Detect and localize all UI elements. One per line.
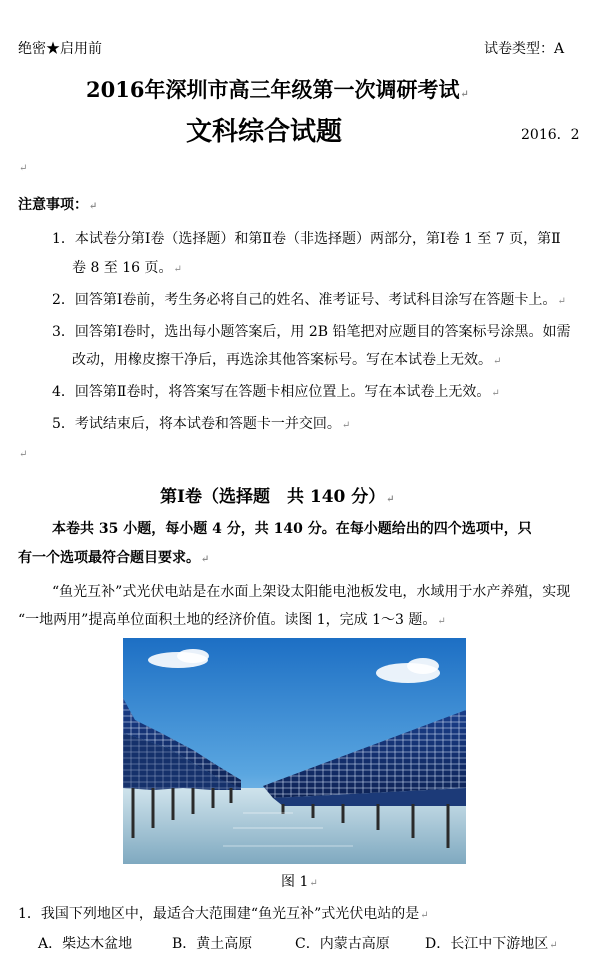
exam-date: 2016．2 <box>521 127 580 143</box>
passage-line2: “一地两用”提高单位面积土地的经济价值。读图 1，完成 1～3 题。↵ <box>18 612 446 628</box>
solar-farm-photo <box>123 638 466 864</box>
notice-item-5: 5．考试结束后，将本试卷和答题卡一并交回。↵ <box>52 416 351 432</box>
confidential-label: 绝密★启用前 <box>18 41 102 57</box>
question-1-option-b: B．黄土高原 <box>172 936 253 952</box>
question-1-option-c: C．内蒙古高原 <box>295 936 390 952</box>
exam-title: 2016年深圳市高三年级第一次调研考试↵ <box>86 77 469 102</box>
notice-item-3-line1: 3．回答第Ⅰ卷时，选出每小题答案后，用 2B 铅笔把对应题目的答案标号涂黑。如需 <box>52 324 571 340</box>
notice-item-4: 4．回答第Ⅱ卷时，将答案写在答题卡相应位置上。写在本试卷上无效。↵ <box>52 384 500 400</box>
section-instruction-line1: 本卷共 35 小题，每小题 4 分，共 140 分。在每小题给出的四个选项中，只 <box>52 521 532 537</box>
passage-line1: “鱼光互补”式光伏电站是在水面上架设太阳能电池板发电，水域用于水产养殖，实现 <box>52 584 571 600</box>
question-1-option-a: A．柴达木盆地 <box>38 936 133 952</box>
figure-caption: 图 1↵ <box>281 874 318 890</box>
question-1-option-d: D．长江中下游地区↵ <box>425 936 558 952</box>
notice-heading: 注意事项：↵ <box>18 197 98 213</box>
notice-item-3-line2: 改动，用橡皮擦干净后，再选涂其他答案标号。写在本试卷上无效。↵ <box>72 352 502 368</box>
empty-paragraph-mark: ↵ <box>19 449 28 460</box>
exam-subtitle: 文科综合试题 <box>186 117 343 147</box>
paper-type-label: 试卷类型：A <box>484 41 565 57</box>
section-instruction-line2: 有一个选项最符合题目要求。↵ <box>18 550 210 566</box>
section-title: 第Ⅰ卷（选择题 共 140 分）↵ <box>160 487 395 507</box>
notice-item-1-line1: 1．本试卷分第Ⅰ卷（选择题）和第Ⅱ卷（非选择题）两部分，第Ⅰ卷 1 至 7 页，第Ⅱ <box>52 231 561 247</box>
empty-paragraph-mark: ↵ <box>19 163 28 174</box>
notice-item-1-line2: 卷 8 至 16 页。↵ <box>72 260 182 276</box>
notice-item-2: 2．回答第Ⅰ卷前，考生务必将自己的姓名、准考证号、考试科目涂写在答题卡上。↵ <box>52 292 566 308</box>
question-1-stem: 1．我国下列地区中，最适合大范围建“鱼光互补”式光伏电站的是↵ <box>18 906 429 922</box>
